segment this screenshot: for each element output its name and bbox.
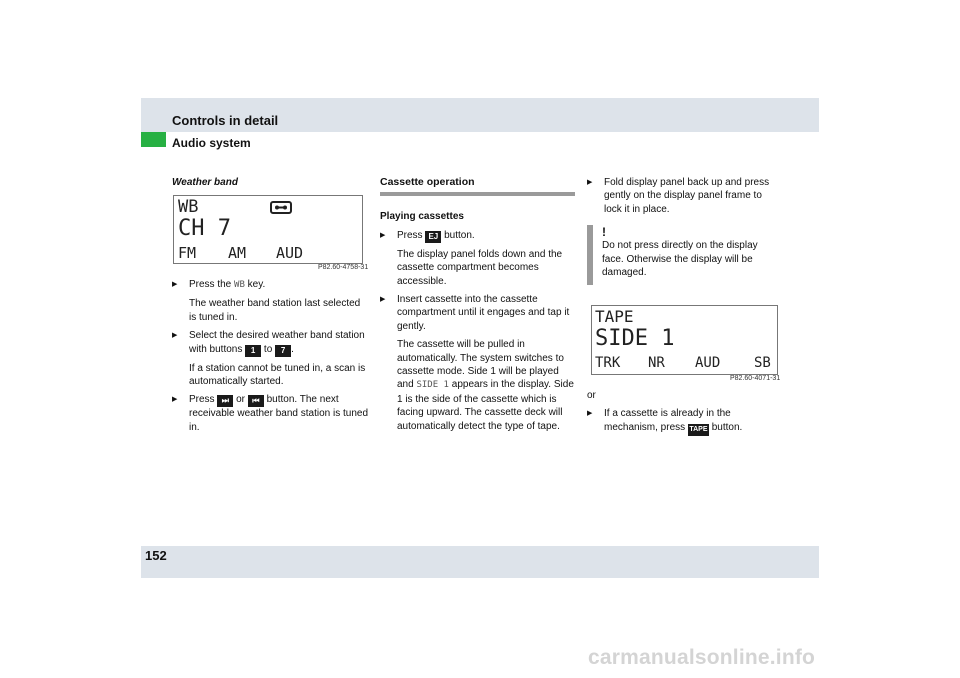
header-title: Controls in detail xyxy=(172,113,279,128)
display-row1: WB xyxy=(178,197,199,217)
warning-text: Do not press directly on the display face. Otherwise the display will be damaged. xyxy=(602,240,758,279)
display-caption: P82.60-4071-31 xyxy=(730,375,781,382)
button-1-icon: 1 xyxy=(245,345,261,357)
left-steps xyxy=(172,278,370,434)
display-row3-aud: AUD xyxy=(276,244,304,262)
skip-forward-icon: ⏭ xyxy=(217,395,233,407)
tape-display xyxy=(591,305,778,375)
step-note: If a station cannot be tuned in, a scan is automatically started. xyxy=(189,362,366,388)
section-title: Cassette operation xyxy=(380,176,475,188)
display-row2: CH 7 xyxy=(178,216,231,241)
display-row3-am: AM xyxy=(228,244,247,262)
display-row3-fm: FM xyxy=(178,244,197,262)
button-7-icon: 7 xyxy=(275,345,291,357)
watermark: carmanualsonline.info xyxy=(588,646,816,669)
warning-bar xyxy=(587,225,593,285)
skip-back-icon: ⏮ xyxy=(248,395,264,407)
step-note: The weather band station last selected is tuned in. xyxy=(189,298,361,323)
right-column-bottom xyxy=(587,389,782,436)
display-caption: P82.60-4758-31 xyxy=(318,264,369,271)
warning-box xyxy=(602,226,782,280)
playing-cassettes-heading: Playing cassettes xyxy=(380,211,464,223)
display-row3-trk: TRK xyxy=(595,355,621,371)
section-marker xyxy=(141,132,166,147)
step-press-eject: ▶ Press EJ button. xyxy=(380,229,575,243)
display-row3-aud: AUD xyxy=(695,355,721,371)
weather-band-display xyxy=(173,195,363,264)
eject-button-icon: EJ xyxy=(425,231,441,243)
step-insert-cassette: ▶ Insert cassette into the cassette compartment until it engages and tap it gently. xyxy=(380,293,575,333)
left-column xyxy=(172,176,367,189)
display-row3-nr: NR xyxy=(648,355,665,371)
wb-key-code: WB xyxy=(234,280,245,290)
or-text: or xyxy=(587,390,596,401)
step-press-tape: ▶ If a cassette is already in the mechanism, press TAPE button. xyxy=(587,407,782,435)
step-note: The cassette will be pulled in automatically. The system switches to cassette mode. Side 1 will be played and SIDE 1 appears in the display. Side 1 is the side of the cassette which is facing upward. The cassette deck will automatically detect the type of tape. xyxy=(397,339,574,432)
tape-button-icon: TAPE xyxy=(688,424,709,436)
display-row2: SIDE 1 xyxy=(595,326,675,351)
display-row1: TAPE xyxy=(595,307,634,326)
display-row3-sb: SB xyxy=(754,355,771,371)
middle-column xyxy=(380,176,575,433)
header-subtitle: Audio system xyxy=(172,136,251,150)
side1-code: SIDE 1 xyxy=(416,380,449,391)
right-column-top xyxy=(587,176,782,216)
step-note: The display panel folds down and the cassette compartment becomes accessible. xyxy=(397,248,563,287)
step-next-station: ▶ Press ⏭ or ⏮ button. The next receivable weather band station is tuned in. xyxy=(172,393,370,434)
weather-band-heading: Weather band xyxy=(172,177,238,188)
step-press-wb: ▶ Press the WB key. xyxy=(172,278,370,292)
footer-band xyxy=(141,546,819,578)
warning-icon: ! xyxy=(602,225,606,239)
step-select-station: ▶ Select the desired weather band station with buttons 1 to 7 . xyxy=(172,329,370,356)
page-number: 152 xyxy=(145,548,167,563)
cassette-icon xyxy=(270,201,292,214)
step-fold-display: ▶ Fold display panel back up and press gently on the display panel frame to lock it in place. xyxy=(587,176,782,216)
